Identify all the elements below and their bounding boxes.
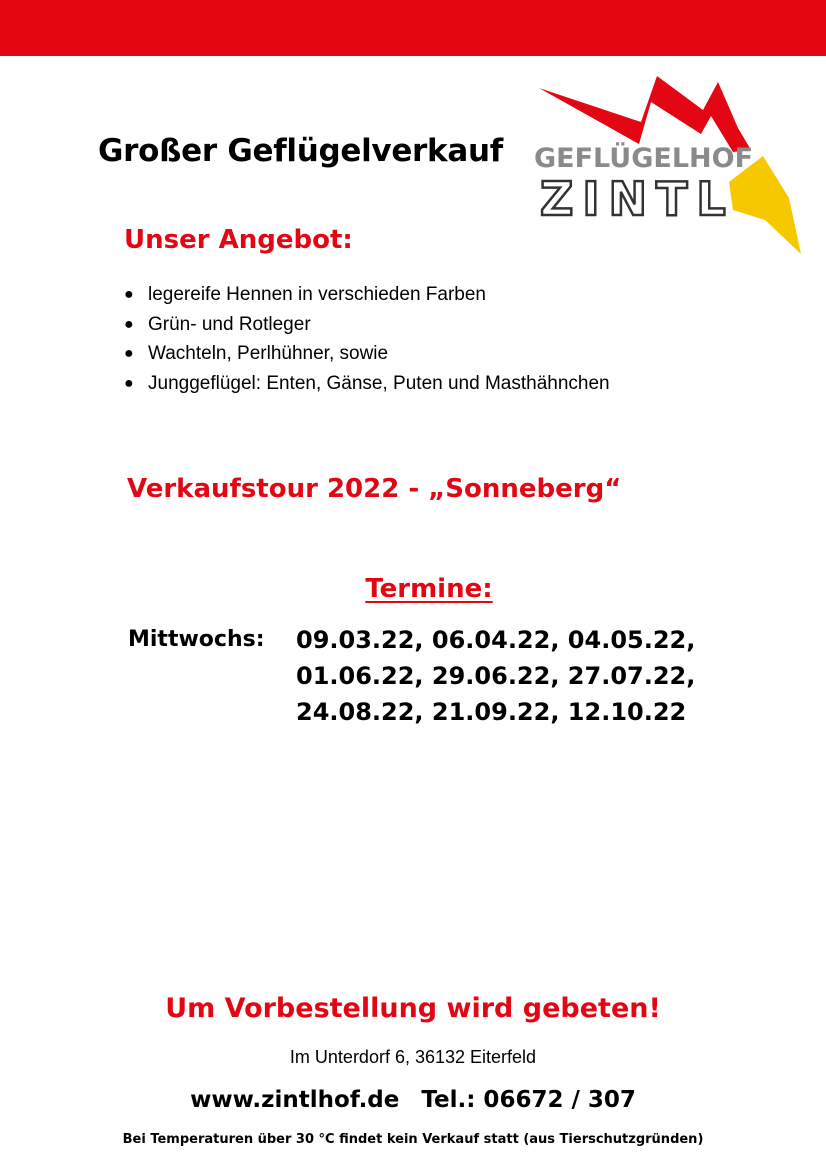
- date-line: 09.03.22, 06.04.22, 04.05.22,: [296, 626, 696, 654]
- page-title: Großer Geflügelverkauf: [98, 133, 503, 169]
- bullet-icon: ●: [124, 375, 134, 393]
- offer-item-label: legereife Hennen in verschieden Farben: [148, 284, 486, 305]
- phone-number: Tel.: 06672 / 307: [421, 1087, 636, 1113]
- contact-line: [0, 1087, 826, 1113]
- date-line: 24.08.22, 21.09.22, 12.10.22: [296, 698, 687, 726]
- list-item: [124, 339, 610, 369]
- date-line: 01.06.22, 29.06.22, 27.07.22,: [296, 662, 696, 690]
- offer-item-label: Junggeflügel: Enten, Gänse, Puten und Masthähnchen: [148, 373, 610, 395]
- list-item: [124, 310, 610, 340]
- logo-brand-text: GEFLÜGELHOF: [534, 143, 754, 174]
- bullet-icon: ●: [124, 315, 134, 333]
- offer-item-label: Wachteln, Perlhühner, sowie: [148, 343, 389, 365]
- offer-list: [124, 280, 610, 399]
- temperature-note: Bei Temperaturen über 30 °C findet kein Verkauf statt (aus Tierschutzgründen): [122, 1132, 704, 1147]
- address: Im Unterdorf 6, 36132 Eiterfeld: [289, 1047, 537, 1067]
- logo-name-text: ZINTL: [540, 172, 735, 226]
- list-item: [124, 369, 610, 399]
- logo-lightning-red: [539, 76, 751, 152]
- bullet-icon: ●: [124, 345, 134, 363]
- bullet-icon: ●: [124, 286, 134, 303]
- preorder-notice: Um Vorbestellung wird gebeten!: [165, 993, 661, 1024]
- website-link[interactable]: www.zintlhof.de: [190, 1087, 400, 1113]
- tour-title: Verkaufstour 2022 - „Sonneberg“: [127, 474, 622, 504]
- offer-heading: Unser Angebot:: [124, 225, 353, 255]
- list-item: [124, 280, 610, 310]
- schedule-heading: Termine:: [365, 574, 493, 604]
- schedule-day: Mittwochs:: [128, 627, 265, 652]
- top-red-bar: [0, 0, 826, 56]
- schedule-dates: [296, 625, 695, 733]
- offer-item-label: Grün- und Rotleger: [148, 313, 311, 335]
